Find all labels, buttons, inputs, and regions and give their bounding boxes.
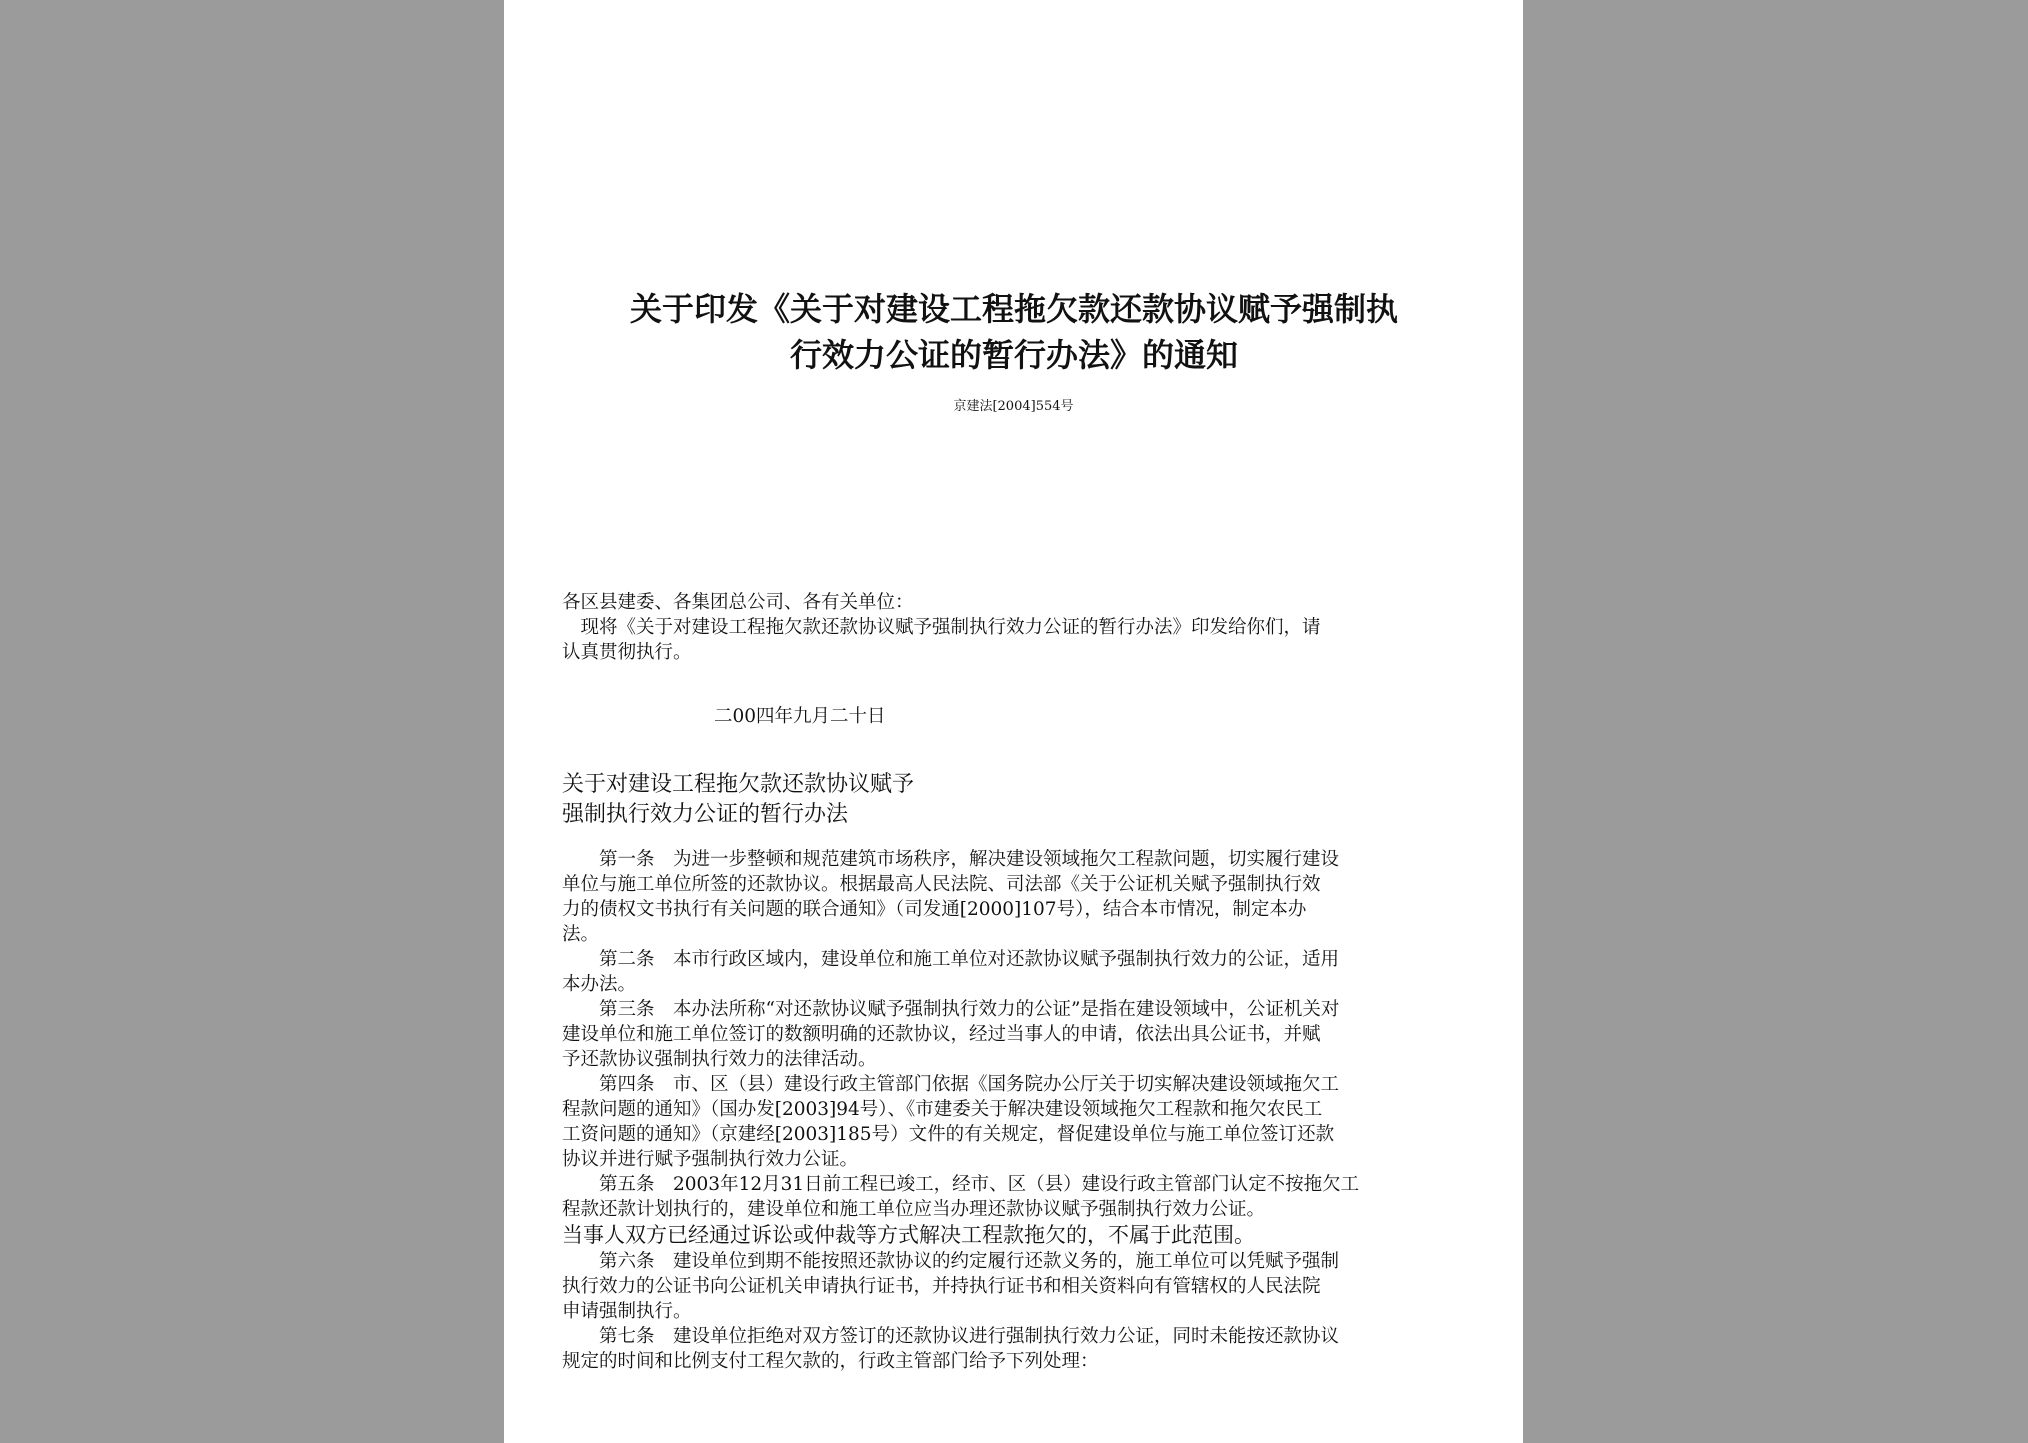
issue-date: 二00四年九月二十日 — [714, 706, 886, 727]
document-page — [504, 0, 1523, 1443]
articles-body — [562, 847, 1472, 1374]
notice-body — [562, 590, 1472, 665]
article-line: 协议并进行赋予强制执行效力公证。 — [562, 1149, 859, 1170]
article-line: 法。 — [562, 924, 600, 945]
article-line: 第二条 本市行政区域内，建设单位和施工单位对还款协议赋予强制执行效力的公证，适用 — [562, 949, 1340, 970]
article-line: 当事人双方已经通过诉讼或仲裁等方式解决工程款拖欠的，不属于此范围。 — [562, 1223, 1255, 1247]
article-line: 本办法。 — [562, 974, 637, 995]
attachment-title — [562, 770, 914, 830]
article-line: 申请强制执行。 — [562, 1301, 692, 1322]
article-line: 第三条 本办法所称“对还款协议赋予强制执行效力的公证”是指在建设领域中，公证机关对 — [562, 999, 1340, 1020]
article-line: 第六条 建设单位到期不能按照还款协议的约定履行还款义务的，施工单位可以凭赋予强制 — [562, 1251, 1340, 1272]
article-line: 第五条 2003年12月31日前工程已竣工，经市、区（县）建设行政主管部门认定不按拖欠工 — [562, 1174, 1360, 1195]
article-line: 规定的时间和比例支付工程欠款的，行政主管部门给予下列处理： — [562, 1351, 1099, 1372]
article-line: 执行效力的公证书向公证机关申请执行证书，并持执行证书和相关资料向有管辖权的人民法院 — [562, 1276, 1321, 1297]
article-line: 建设单位和施工单位签订的数额明确的还款协议，经过当事人的申请，依法出具公证书，并赋 — [562, 1024, 1321, 1045]
article-line: 第一条 为进一步整顿和规范建筑市场秩序，解决建设领域拖欠工程款问题，切实履行建设 — [562, 849, 1340, 870]
document-title-line: 行效力公证的暂行办法》的通知 — [789, 336, 1238, 374]
attachment-title-line: 关于对建设工程拖欠款还款协议赋予 — [562, 772, 915, 797]
intro-line: 现将《关于对建设工程拖欠款还款协议赋予强制执行效力公证的暂行办法》印发给你们，请 — [562, 617, 1321, 638]
article-line: 第七条 建设单位拒绝对双方签订的还款协议进行强制执行效力公证，同时未能按还款协议 — [562, 1326, 1340, 1347]
article-line: 予还款协议强制执行效力的法律活动。 — [562, 1049, 877, 1070]
article-line: 程款问题的通知》（国办发[2003]94号）、《市建委关于解决建设领域拖欠工程款和拖欠农民工 — [562, 1099, 1323, 1120]
article-line: 单位与施工单位所签的还款协议。根据最高人民法院、司法部《关于公证机关赋予强制执行效 — [562, 874, 1321, 895]
attachment-title-line: 强制执行效力公证的暂行办法 — [562, 802, 849, 827]
document-title-line: 关于印发《关于对建设工程拖欠款还款协议赋予强制执 — [629, 290, 1398, 328]
addressee-line: 各区县建委、各集团总公司、各有关单位： — [562, 592, 914, 613]
article-line: 力的债权文书执行有关问题的联合通知》（司发通[2000]107号），结合本市情况，制定本办 — [562, 899, 1307, 920]
article-line: 第四条 市、区（县）建设行政主管部门依据《国务院办公厅关于切实解决建设领域拖欠工 — [562, 1074, 1340, 1095]
document-number: 京建法[2004]554号 — [953, 399, 1074, 414]
intro-line: 认真贯彻执行。 — [562, 642, 692, 663]
article-line: 程款还款计划执行的，建设单位和施工单位应当办理还款协议赋予强制执行效力公证。 — [562, 1199, 1266, 1220]
document-title — [564, 286, 1464, 378]
article-line: 工资问题的通知》（京建经[2003]185号）文件的有关规定，督促建设单位与施工单位签订还款 — [562, 1124, 1335, 1145]
